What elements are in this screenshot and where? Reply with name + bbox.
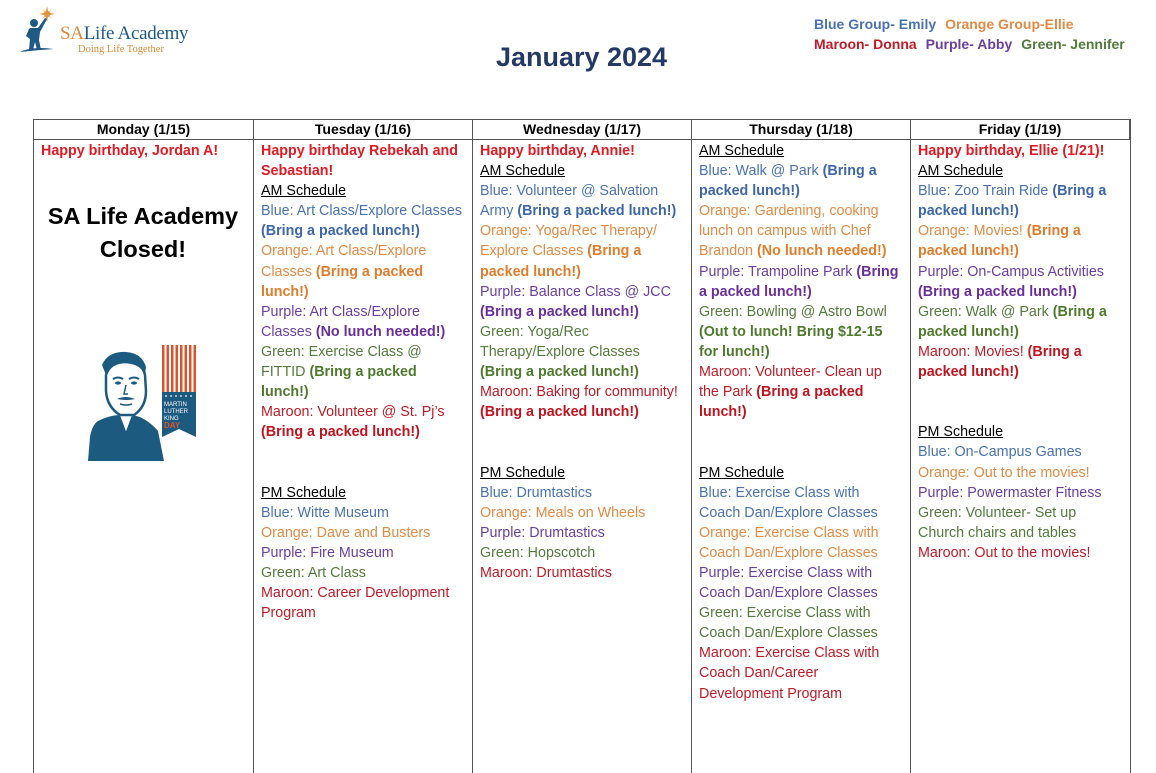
- activity: Orange: Yoga/Rec Therapy/ Explore Classes: [480, 223, 657, 260]
- closed-line-1: SA Life Academy: [47, 203, 239, 230]
- lunch-note: (Bring a packed lunch!): [918, 283, 1077, 300]
- activity: Blue: Art Class/Explore Classes: [261, 203, 463, 220]
- schedule-entry-maroon: Maroon: Exercise Class with Coach Dan/Career Development Program: [699, 645, 880, 702]
- birthday-note: Happy birthday, Ellie (1/21)!: [918, 143, 1105, 159]
- activity: Maroon: Movies!: [918, 343, 1024, 360]
- schedule-entry-green: Green: Hopscotch: [480, 544, 596, 561]
- lunch-note: (Bring a packed lunch!): [517, 203, 677, 220]
- lunch-note: (Bring a packed lunch!): [480, 404, 639, 421]
- activity: Purple: Trampoline Park: [699, 263, 853, 280]
- lunch-note: (Bring a packed lunch!): [261, 223, 420, 240]
- schedule-entry-purple: [699, 262, 904, 302]
- lunch-note: (Bring a packed lunch!): [918, 223, 1081, 260]
- lunch-note: (Bring a packed lunch!): [480, 243, 642, 280]
- lunch-note: (Bring a packed lunch!): [918, 183, 1107, 220]
- birthday-note: Happy birthday, Annie!: [480, 143, 635, 159]
- pm-schedule-label: PM Schedule: [480, 464, 566, 481]
- schedule-entry-orange: [918, 221, 1124, 261]
- activity: Green: Walk @ Park: [918, 303, 1049, 320]
- am-schedule-label: AM Schedule: [261, 183, 347, 200]
- schedule-entry-maroon: [261, 402, 466, 442]
- day-header-monday: Monday (1/15): [34, 120, 254, 140]
- am-schedule-label: AM Schedule: [918, 163, 1004, 180]
- schedule-entry-maroon: Maroon: Out to the movies!: [918, 544, 1091, 561]
- am-schedule-label: AM Schedule: [699, 143, 785, 159]
- day-column-thursday: [692, 140, 911, 773]
- lunch-note: (Bring a packed lunch!): [480, 303, 639, 320]
- schedule-entry-orange: [480, 221, 685, 281]
- schedule-entry-purple: [918, 262, 1124, 302]
- schedule-entry-purple: Purple: Drumtastics: [480, 524, 605, 541]
- schedule-entry-maroon: [918, 342, 1124, 382]
- activity: Purple: Balance Class @ JCC: [480, 283, 671, 300]
- mlk-day-icon: [88, 345, 198, 463]
- legend-maroon-group: Maroon- Donna: [814, 36, 917, 52]
- schedule-entry-blue: [699, 161, 904, 201]
- schedule-entry-orange: [699, 201, 904, 261]
- schedule-entry-green: Green: Exercise Class with Coach Dan/Explore Classes: [699, 605, 878, 642]
- schedule-entry-orange: Orange: Dave and Busters: [261, 524, 431, 541]
- legend-blue-group: Blue Group- Emily: [814, 16, 937, 32]
- schedule-entry-blue: [261, 201, 466, 241]
- lunch-note: (Bring a packed lunch!): [918, 343, 1082, 381]
- lunch-note: (Bring a packed lunch!): [918, 303, 1107, 340]
- activity: Green: Yoga/Rec Therapy/Explore Classes: [480, 323, 640, 360]
- mlk-text-martin: MARTIN: [164, 402, 187, 408]
- activity: Green: Bowling @ Astro Bowl: [699, 303, 887, 320]
- day-header-friday: Friday (1/19): [911, 120, 1130, 140]
- legend-green-group: Green- Jennifer: [1021, 36, 1125, 52]
- schedule-entry-maroon: [480, 382, 685, 422]
- day-column-wednesday: [473, 140, 692, 773]
- schedule-entry-blue: Blue: Exercise Class with Coach Dan/Explore Classes: [699, 484, 878, 521]
- spacer: [918, 382, 1124, 422]
- schedule-entry-maroon: Maroon: Career Development Program: [261, 585, 450, 622]
- activity: Maroon: Volunteer @ St. Pj’s: [261, 404, 445, 421]
- schedule-entry-purple: [480, 282, 685, 322]
- day-header-tuesday: Tuesday (1/16): [254, 120, 473, 140]
- activity: Blue: Walk @ Park: [699, 163, 819, 180]
- schedule-entry-blue: [918, 181, 1124, 221]
- pm-schedule-label: PM Schedule: [261, 484, 347, 501]
- lunch-note: (Bring a packed lunch!): [261, 424, 420, 441]
- schedule-entry-maroon: [699, 362, 904, 422]
- schedule-entry-blue: Blue: On-Campus Games: [918, 444, 1082, 461]
- legend-orange-group: Orange Group-Ellie: [945, 16, 1074, 32]
- closed-line-2: Closed!: [99, 236, 187, 263]
- logo-name-prefix: SA: [60, 23, 84, 44]
- mlk-text-king: KING: [164, 416, 179, 422]
- spacer: [261, 442, 466, 482]
- lunch-note: (Bring a packed lunch!): [261, 364, 417, 401]
- legend-row-2: [814, 34, 1134, 54]
- schedule-entry-green: Green: Art Class: [261, 564, 366, 581]
- schedule-entry-green: [261, 342, 466, 402]
- schedule-entry-maroon: Maroon: Drumtastics: [480, 564, 612, 581]
- lunch-note: (No lunch needed!): [757, 243, 887, 260]
- schedule-entry-green: [699, 302, 904, 362]
- lunch-note: (No lunch needed!): [315, 323, 446, 340]
- day-column-friday: [911, 140, 1130, 773]
- schedule-entry-purple: Purple: Fire Museum: [261, 544, 394, 561]
- birthday-note: Happy birthday, Jordan A!: [41, 143, 219, 159]
- page-title: January 2024: [495, 42, 668, 72]
- closed-notice: [39, 200, 247, 266]
- schedule-entry-orange: Orange: Meals on Wheels: [480, 504, 646, 521]
- legend-purple-group: Purple- Abby: [925, 36, 1013, 52]
- pm-schedule-label: PM Schedule: [918, 424, 1004, 441]
- mlk-text-luther: LUTHER: [164, 409, 189, 415]
- schedule-entry-purple: Purple: Exercise Class with Coach Dan/Explore Classes: [699, 564, 878, 602]
- logo-name-rest: Life Academy: [83, 23, 189, 44]
- lunch-note: (Out to lunch! Bring $12-15 for lunch!): [699, 323, 883, 360]
- am-schedule-label: AM Schedule: [480, 163, 566, 180]
- schedule-entry-blue: Blue: Witte Museum: [261, 504, 389, 521]
- schedule-entry-blue: Blue: Drumtastics: [480, 484, 593, 501]
- lunch-note: (Bring a packed lunch!): [261, 263, 424, 300]
- schedule-entry-blue: [480, 181, 685, 221]
- lunch-note: (Bring a packed lunch!): [699, 263, 899, 300]
- day-header-wednesday: Wednesday (1/17): [473, 120, 692, 140]
- schedule-entry-orange: Orange: Exercise Class with Coach Dan/Explore Classes: [699, 524, 879, 561]
- activity: Maroon: Volunteer- Clean up the Park: [699, 364, 882, 401]
- activity: Orange: Movies!: [918, 223, 1023, 240]
- day-column-tuesday: [254, 140, 473, 773]
- activity: Blue: Volunteer @ Salvation Army: [480, 183, 659, 220]
- schedule-entry-purple: [261, 302, 466, 342]
- spacer: [480, 422, 685, 462]
- legend-row-1: [814, 14, 1134, 34]
- activity: Purple: On-Campus Activities: [918, 263, 1104, 280]
- activity: Maroon: Baking for community!: [480, 384, 678, 401]
- activity: Orange: Gardening, cooking lunch on campus with Chef Brandon: [699, 203, 879, 260]
- schedule-entry-purple: Purple: Powermaster Fitness: [918, 484, 1102, 501]
- activity: Orange: Art Class/Explore Classes: [261, 243, 427, 280]
- birthday-note: Happy birthday Rebekah and Sebastian!: [261, 143, 459, 180]
- schedule-entry-green: [918, 302, 1124, 342]
- schedule-entry-orange: Orange: Out to the movies!: [918, 464, 1090, 481]
- mlk-text-day: DAY: [164, 421, 181, 430]
- pm-schedule-label: PM Schedule: [699, 464, 785, 481]
- activity: Blue: Zoo Train Ride: [918, 183, 1049, 200]
- schedule-entry-orange: [261, 241, 466, 301]
- lunch-note: (Bring a packed lunch!): [699, 384, 864, 421]
- day-header-thursday: Thursday (1/18): [692, 120, 911, 140]
- lunch-note: (Bring a packed lunch!): [480, 364, 639, 381]
- schedule-entry-green: [480, 322, 685, 382]
- activity: Green: Exercise Class @ FITTID: [261, 343, 422, 381]
- spacer: [699, 422, 904, 462]
- lunch-note: (Bring a packed lunch!): [699, 163, 877, 200]
- logo-tagline: Doing Life Together: [78, 44, 164, 55]
- activity: Purple: Art Class/Explore Classes: [261, 303, 420, 340]
- schedule-entry-green: Green: Volunteer- Set up Church chairs and tables: [918, 504, 1077, 541]
- group-legend: [814, 14, 1134, 54]
